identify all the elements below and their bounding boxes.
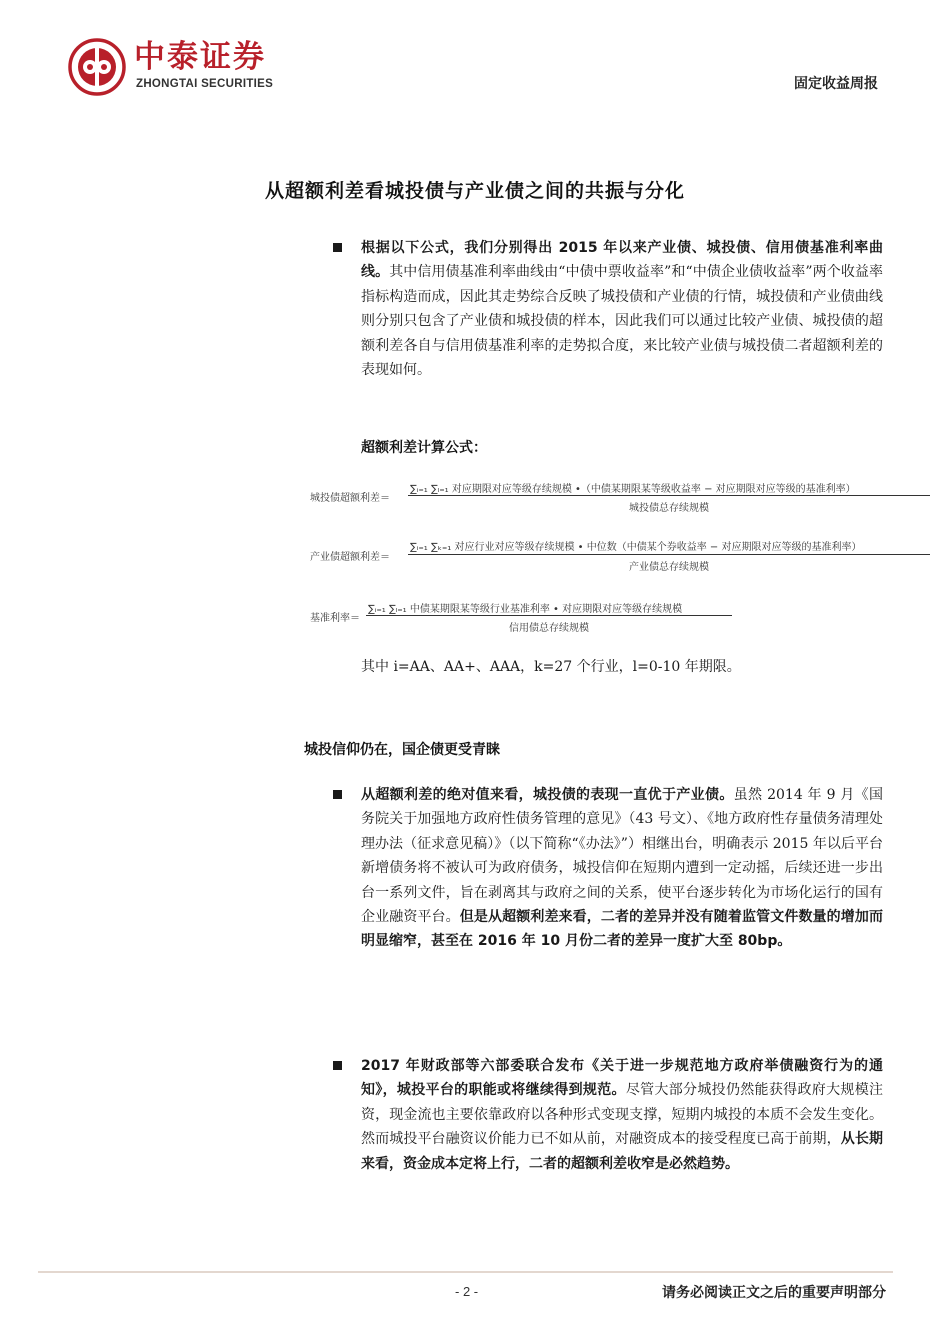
formula-numerator: ∑ᵢ₌₁ ∑ₗ₌₁ 对应期限对应等级存续规模 •（中债某期限某等级收益率 − 对应期限对应等级的基准利率） — [410, 484, 856, 495]
bullet-square-icon — [333, 243, 342, 252]
bullet-square-icon — [333, 790, 342, 799]
formula-label: 基准利率＝ — [310, 613, 360, 624]
company-logo-icon — [68, 38, 126, 96]
fraction-line — [408, 554, 930, 555]
paragraph-body: 尽管大部分城投仍然能获得政府大规模注资，现金流也主要依靠政府以各种形式变现支撑，短期内城投的本质不会发生变化。然而城投平台融资议价能力已不如从前，对融资成本的接受程度已高于前期， — [361, 1082, 884, 1148]
formula-heading: 超额利差计算公式： — [361, 440, 487, 456]
formula-block — [306, 478, 930, 634]
paragraph-formula-intro — [361, 236, 883, 382]
paragraph-body: 虽然 2014 年 9 月《国务院关于加强地方政府性债务管理的意见》（43 号文）、《地方政府性存量债务清理处理办法（征求意见稿）》（以下简称“《办法》”）相继出台，明确表示 2015 年以后平台新增债务将不被认可为政府债务，城投信仰在短期内遭到一定动摇，后续还进一步出台一系列文件，旨在剥离其与政府之间的关系，使平台逐步转化为市场化运行的国有企业融资平台。 — [361, 787, 884, 926]
formula-label: 城投债超额利差＝ — [310, 493, 390, 504]
formula-numerator: ∑ᵢ₌₁ ∑ₖ₌₁ 对应行业对应等级存续规模 • 中位数（中债某个券收益率 − 对应期限对应等级的基准利率） — [410, 542, 862, 553]
paragraph-bold-lead: 根据以下公式，我们分别得出 2015 年以来产业债、城投债、信用债基准利率曲线。 — [361, 240, 883, 281]
brand-name-cn: 中泰证券 — [134, 39, 266, 75]
bullet-square-icon — [333, 1061, 342, 1070]
paragraph-spread-comparison — [361, 783, 883, 954]
formula-numerator: ∑ᵢ₌₁ ∑ₗ₌₁ 中债某期限某等级行业基准利率 • 对应期限对应等级存续规模 — [368, 604, 683, 615]
paragraph-bold-lead: 2017 年财政部等六部委联合发布《关于进一步规范地方政府举债融资行为的通知》，城投平台的职能或将继续得到规范。 — [361, 1058, 883, 1099]
formula-denominator: 信用债总存续规模 — [509, 623, 589, 634]
formula-note: 其中 i=AA、AA+、AAA，k=27 个行业，l=0-10 年期限。 — [361, 659, 741, 675]
paragraph-regulation — [361, 1054, 883, 1176]
formula-denominator: 城投债总存续规模 — [629, 503, 709, 514]
fraction-line — [366, 615, 732, 616]
paragraph-body: 其中信用债基准利率曲线由“中债中票收益率”和“中债企业债收益率”两个收益率指标构造而成，因此其走势综合反映了城投债和产业债的行情，城投债和产业债曲线则分别只包含了产业债和城投债的样本，因此我们可以通过比较产业债、城投债的超额利差各自与信用债基准利率的走势拟合度，来比较产业债与城投债二者超额利差的表现如何。 — [361, 264, 883, 379]
formula-denominator: 产业债总存续规模 — [629, 562, 709, 573]
formula-label: 产业债超额利差＝ — [310, 552, 390, 563]
page-number: - 2 - — [455, 1284, 479, 1299]
paragraph-bold-tail: 从长期来看，资金成本定将上行，二者的超额利差收窄是必然趋势。 — [361, 1131, 884, 1172]
footer-divider — [38, 1271, 893, 1273]
page-title: 从超额利差看城投债与产业债之间的共振与分化 — [264, 180, 685, 202]
section-subheading: 城投信仰仍在，国企债更受青睐 — [304, 742, 500, 758]
footer-disclaimer: 请务必阅读正文之后的重要声明部分 — [662, 1285, 886, 1301]
paragraph-bold-tail: 但是从超额利差来看，二者的差异并没有随着监管文件数量的增加而明显缩窄，甚至在 2016 年 10 月份二者的差异一度扩大至 80bp。 — [361, 909, 884, 950]
brand-name-en: ZHONGTAI SECURITIES — [136, 78, 274, 90]
paragraph-bold-lead: 从超额利差的绝对值来看，城投债的表现一直优于产业债。 — [361, 787, 734, 803]
report-type: 固定收益周报 — [794, 76, 878, 92]
fraction-line — [408, 495, 930, 496]
